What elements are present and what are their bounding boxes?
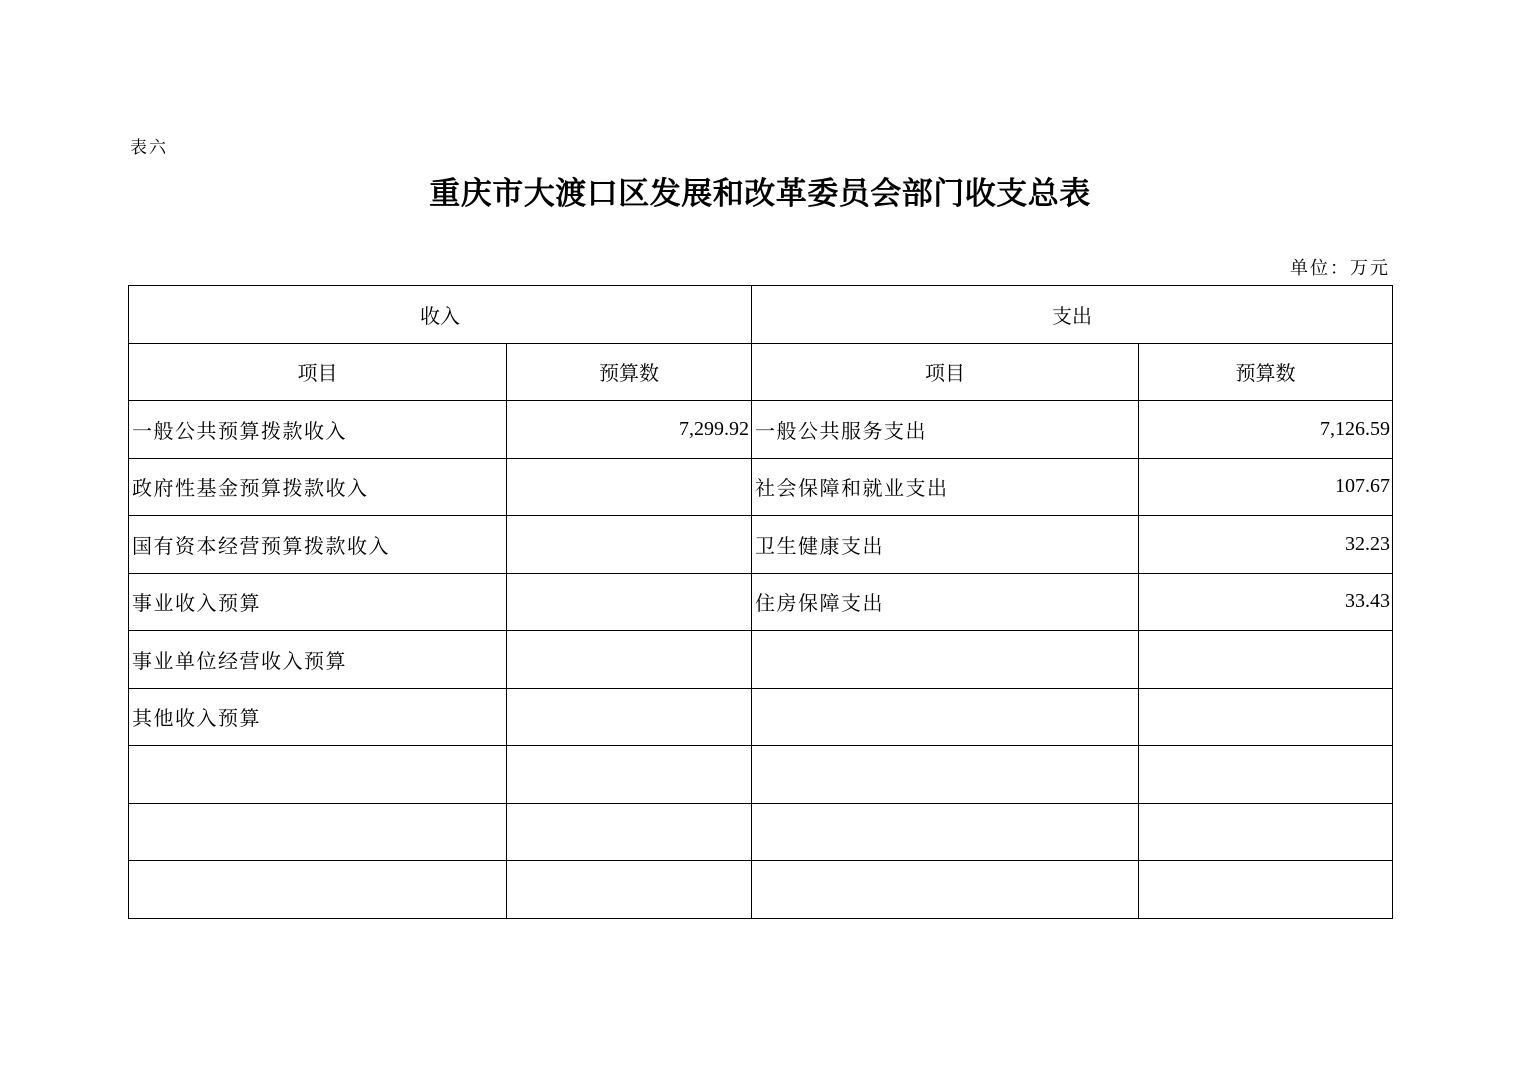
income-amount-cell: [507, 803, 752, 861]
income-item-cell: 事业收入预算: [129, 573, 507, 631]
expense-item-header: 项目: [752, 343, 1139, 401]
budget-summary-table: [128, 285, 1393, 919]
expense-item-cell: [752, 803, 1139, 861]
income-amount-cell: [507, 458, 752, 516]
income-amount-cell: [507, 631, 752, 689]
expense-amount-cell: [1139, 861, 1393, 919]
expense-amount-cell: 7,126.59: [1139, 401, 1393, 459]
expense-item-cell: [752, 746, 1139, 804]
table-row: [129, 861, 1393, 919]
expense-item-cell: 社会保障和就业支出: [752, 458, 1139, 516]
income-amount-cell: [507, 688, 752, 746]
expense-amount-cell: [1139, 803, 1393, 861]
expense-item-cell: [752, 631, 1139, 689]
expense-item-cell: 一般公共服务支出: [752, 401, 1139, 459]
section-header-row: [129, 286, 1393, 344]
income-item-cell: [129, 861, 507, 919]
table-row: [129, 746, 1393, 804]
expense-amount-cell: 32.23: [1139, 516, 1393, 574]
expense-item-cell: [752, 688, 1139, 746]
expense-budget-header: 预算数: [1139, 343, 1393, 401]
page-title: 重庆市大渡口区发展和改革委员会部门收支总表: [429, 176, 1091, 212]
table-row: [129, 401, 1393, 459]
expense-item-cell: [752, 861, 1139, 919]
income-budget-header: 预算数: [507, 343, 752, 401]
income-item-cell: 政府性基金预算拨款收入: [129, 458, 507, 516]
table-number: 表六: [130, 138, 168, 158]
table-row: [129, 803, 1393, 861]
table-row: [129, 688, 1393, 746]
expense-amount-cell: [1139, 631, 1393, 689]
expense-amount-cell: 107.67: [1139, 458, 1393, 516]
income-item-header: 项目: [129, 343, 507, 401]
income-section-header: 收入: [129, 286, 752, 344]
income-amount-cell: [507, 573, 752, 631]
expense-section-header: 支出: [752, 286, 1393, 344]
unit-label: 单位：万元: [1290, 258, 1390, 279]
income-amount-cell: 7,299.92: [507, 401, 752, 459]
table-row: [129, 573, 1393, 631]
table-row: [129, 516, 1393, 574]
expense-item-cell: 住房保障支出: [752, 573, 1139, 631]
income-item-cell: [129, 746, 507, 804]
income-item-cell: [129, 803, 507, 861]
table-row: [129, 458, 1393, 516]
income-amount-cell: [507, 861, 752, 919]
expense-amount-cell: [1139, 688, 1393, 746]
expense-amount-cell: 33.43: [1139, 573, 1393, 631]
income-item-cell: 其他收入预算: [129, 688, 507, 746]
table-row: [129, 631, 1393, 689]
income-amount-cell: [507, 746, 752, 804]
income-item-cell: 事业单位经营收入预算: [129, 631, 507, 689]
expense-item-cell: 卫生健康支出: [752, 516, 1139, 574]
column-header-row: [129, 343, 1393, 401]
income-amount-cell: [507, 516, 752, 574]
expense-amount-cell: [1139, 746, 1393, 804]
income-item-cell: 国有资本经营预算拨款收入: [129, 516, 507, 574]
income-item-cell: 一般公共预算拨款收入: [129, 401, 507, 459]
